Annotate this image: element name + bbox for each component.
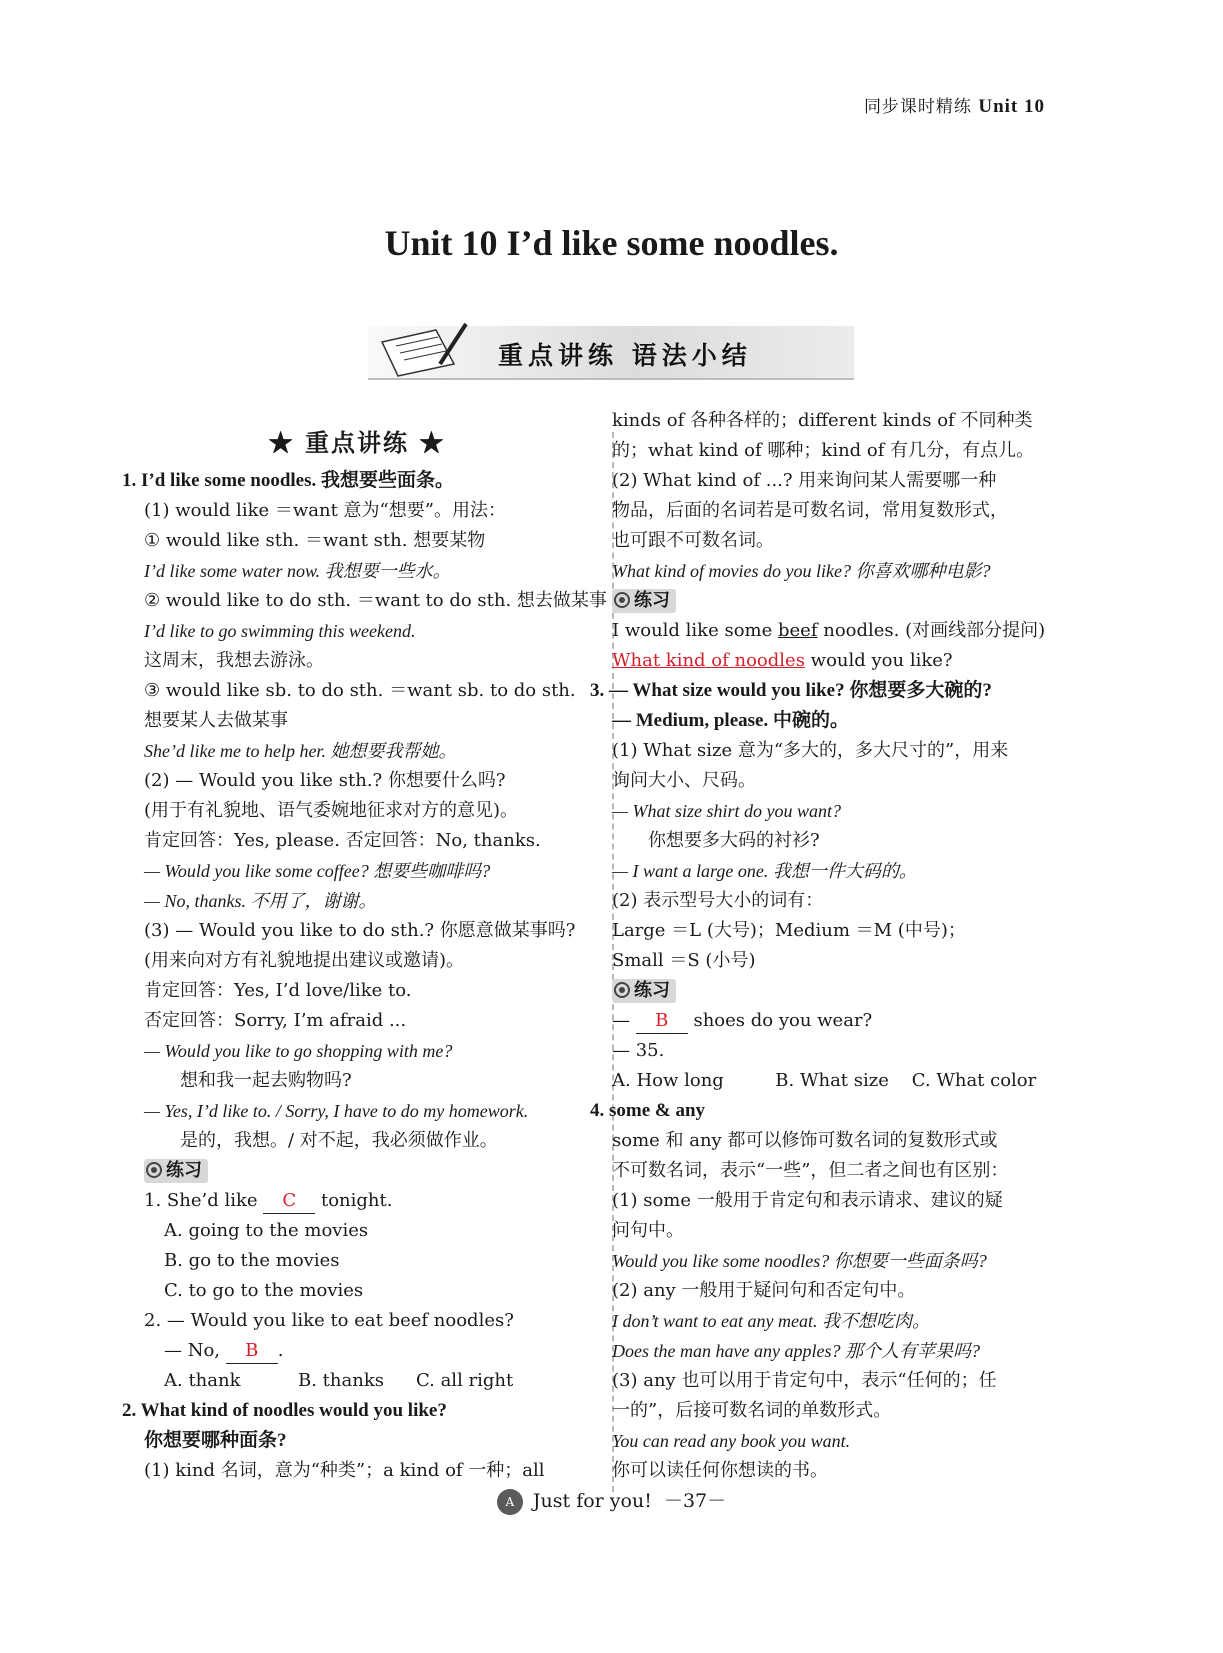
text-line: (1) would like ＝want 意为“想要”。用法： bbox=[144, 500, 506, 521]
target-icon bbox=[146, 1162, 162, 1178]
section-heading: ★ 重点讲练 ★ bbox=[268, 428, 446, 457]
pen-paper-icon bbox=[374, 320, 474, 382]
option-b: B. go to the movies bbox=[164, 1250, 340, 1271]
text-line: 肯定回答：Yes, I’d love/like to. bbox=[144, 980, 412, 1001]
example-line: What kind of movies do you like? 你喜欢哪种电影? bbox=[612, 561, 991, 581]
example-line: I don’t want to eat any meat. 我不想吃肉。 bbox=[612, 1311, 930, 1331]
text-line: 一的”，后接可数名词的单数形式。 bbox=[612, 1400, 892, 1421]
text-line: (1) What size 意为“多大的，多大尺寸的”，用来 bbox=[612, 740, 1009, 761]
text-line: 询问大小、尺码。 bbox=[612, 770, 756, 791]
exercise-2-reply: — No, B . bbox=[122, 1336, 592, 1366]
text-line: ③ would like sb. to do sth. ＝want sb. to do sth. bbox=[144, 680, 576, 701]
exercise-4-options: A. How long B. What size C. What color bbox=[612, 1070, 1037, 1091]
text-line: 不可数名词，表示“一些”，但二者之间也有区别： bbox=[612, 1160, 1009, 1181]
example-line: — Would you like to go shopping with me? bbox=[144, 1041, 453, 1061]
text-line: Small ＝S (小号) bbox=[612, 950, 756, 971]
example-line: You can read any book you want. bbox=[612, 1431, 851, 1451]
practice-tag: 练习 bbox=[144, 1159, 208, 1183]
banner-title: 重点讲练 语法小结 bbox=[498, 341, 752, 370]
text-line: (3) — Would you like to do sth.? 你愿意做某事吗? bbox=[144, 920, 576, 941]
text-line: ① would like sth. ＝want sth. 想要某物 bbox=[144, 530, 486, 551]
target-icon bbox=[614, 982, 630, 998]
example-line: I’d like to go swimming this weekend. bbox=[144, 621, 416, 641]
text-line: some 和 any 都可以修饰可数名词的复数形式或 bbox=[612, 1130, 998, 1151]
text-line: 问句中。 bbox=[612, 1220, 684, 1241]
text-line: 也可跟不可数名词。 bbox=[612, 530, 774, 551]
exercise-4-reply: — 35. bbox=[612, 1040, 665, 1061]
text-line: 你可以读任何你想读的书。 bbox=[612, 1460, 828, 1481]
text-line: 你想要多大码的衬衫? bbox=[648, 830, 820, 851]
point-3-heading: 3. — What size would you like? 你想要多大碗的? bbox=[590, 680, 992, 701]
point-1-heading: 1. I’d like some noodles. 我想要些面条。 bbox=[122, 470, 454, 491]
text-line: Large ＝L (大号)；Medium ＝M (中号)； bbox=[612, 920, 966, 941]
example-line: Would you like some noodles? 你想要一些面条吗? bbox=[612, 1251, 987, 1271]
example-line: — What size shirt do you want? bbox=[612, 801, 842, 821]
text-line: 想和我一起去购物吗? bbox=[180, 1070, 352, 1091]
left-column bbox=[122, 418, 607, 1486]
exercise-1: 1. She’d like C tonight. bbox=[122, 1186, 592, 1216]
example-line: — Yes, I’d like to. / Sorry, I have to do my homework. bbox=[144, 1101, 529, 1121]
footer-slogan: Just for you! bbox=[532, 1490, 652, 1512]
header-series: 同步课时精练 bbox=[863, 97, 972, 117]
text-line: (2) — Would you like sth.? 你想要什么吗? bbox=[144, 770, 506, 791]
text-line: (1) kind 名词，意为“种类”；a kind of 一种；all bbox=[144, 1460, 545, 1481]
page-footer bbox=[0, 1486, 1223, 1515]
running-header bbox=[864, 92, 1045, 118]
answer-text: What kind of noodles bbox=[612, 650, 805, 671]
option-c: C. to go to the movies bbox=[164, 1280, 364, 1301]
text-line: 的；what kind of 哪种；kind of 有几分，有点儿。 bbox=[612, 440, 1035, 461]
text-line: 物品，后面的名词若是可数名词，常用复数形式， bbox=[612, 500, 1008, 521]
text-line: (用来向对方有礼貌地提出建议或邀请)。 bbox=[144, 950, 465, 971]
target-icon bbox=[614, 592, 630, 608]
point-3-answer: — Medium, please. 中碗的。 bbox=[612, 710, 849, 731]
answer-blank: B bbox=[226, 1339, 278, 1364]
point-2-heading: 2. What kind of noodles would you like? bbox=[122, 1400, 447, 1421]
exercise-4: — B shoes do you wear? bbox=[590, 1006, 1050, 1036]
page-title: Unit 10 I’d like some noodles. bbox=[384, 223, 839, 263]
point-2-translation: 你想要哪种面条? bbox=[144, 1430, 287, 1451]
exercise-3: I would like some beef noodles. (对画线部分提问) bbox=[612, 620, 1046, 641]
text-line: (1) some 一般用于肯定句和表示请求、建议的疑 bbox=[612, 1190, 1003, 1211]
point-4-heading: 4. some & any bbox=[590, 1100, 706, 1121]
header-unit: Unit 10 bbox=[978, 96, 1045, 117]
option-a: A. going to the movies bbox=[164, 1220, 369, 1241]
text-line: 这周末，我想去游泳。 bbox=[144, 650, 324, 671]
text-line: kinds of 各种各样的；different kinds of 不同种类 bbox=[612, 410, 1033, 431]
text-line: 肯定回答：Yes, please. 否定回答：No, thanks. bbox=[144, 830, 541, 851]
text-line: ② would like to do sth. ＝want to do sth. 想去做某事 bbox=[144, 590, 607, 611]
page-number: －37－ bbox=[663, 1490, 727, 1512]
practice-tag: 练习 bbox=[612, 589, 676, 613]
practice-tag: 练习 bbox=[612, 979, 676, 1003]
right-column bbox=[590, 406, 1050, 1486]
text-line: (2) What kind of ...? 用来询问某人需要哪一种 bbox=[612, 470, 997, 491]
answer-blank: C bbox=[263, 1189, 315, 1214]
example-line: I’d like some water now. 我想要一些水。 bbox=[144, 561, 451, 581]
text-line: 是的，我想。/ 对不起，我必须做作业。 bbox=[180, 1130, 498, 1151]
text-line: 否定回答：Sorry, I’m afraid ... bbox=[144, 1010, 407, 1031]
exercise-3-answer: What kind of noodles would you like? bbox=[612, 650, 953, 671]
example-line: — Would you like some coffee? 想要些咖啡吗? bbox=[144, 861, 491, 881]
text-line: (2) any 一般用于疑问句和否定句中。 bbox=[612, 1280, 916, 1301]
exercise-2-question: 2. — Would you like to eat beef noodles? bbox=[144, 1310, 514, 1331]
text-line: (3) any 也可以用于肯定句中，表示“任何的；任 bbox=[612, 1370, 997, 1391]
text-line: (用于有礼貌地、语气委婉地征求对方的意见)。 bbox=[144, 800, 519, 821]
exercise-2-options: A. thank B. thanks C. all right bbox=[164, 1370, 514, 1391]
answer-blank: B bbox=[636, 1009, 688, 1034]
example-line: — No, thanks. 不用了，谢谢。 bbox=[144, 891, 377, 911]
example-line: — I want a large one. 我想一件大码的。 bbox=[612, 861, 917, 881]
example-line: Does the man have any apples? 那个人有苹果吗? bbox=[612, 1341, 980, 1361]
example-line: She’d like me to help her. 她想要我帮她。 bbox=[144, 741, 457, 761]
book-logo-icon: A bbox=[497, 1489, 523, 1515]
text-line: 想要某人去做某事 bbox=[144, 710, 288, 731]
section-banner bbox=[368, 326, 854, 378]
text-line: (2) 表示型号大小的词有： bbox=[612, 890, 824, 911]
